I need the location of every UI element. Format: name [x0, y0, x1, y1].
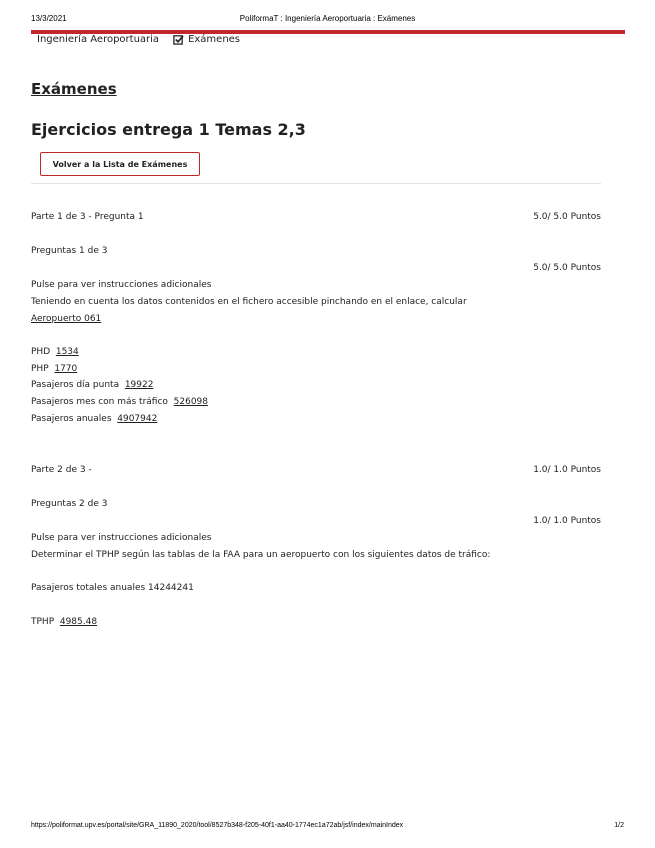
print-header — [31, 14, 624, 26]
answer-row — [31, 364, 77, 374]
print-date: 13/3/2021 — [31, 14, 67, 23]
answer-value: 1534 — [55, 347, 79, 357]
answer-value: 4985.48 — [59, 617, 98, 627]
question-2-statement: Determinar el TPHP según las tablas de la FAA para un aeropuerto con los siguientes datos de tráfico: — [31, 550, 491, 560]
question-2-points: 1.0/ 1.0 Puntos — [533, 516, 601, 526]
answer-label: PHD — [31, 347, 51, 357]
breadcrumb-tool[interactable] — [173, 34, 240, 45]
print-url: https://poliformat.upv.es/portal/site/GRA_11890_2020/tool/8527b348-f205-40f1-aa40-1774ec1a72ab/jsf/index/mainIndex — [31, 822, 404, 829]
divider — [31, 183, 601, 184]
question-2-label: Preguntas 2 de 3 — [31, 499, 108, 509]
page-title: Ejercicios entrega 1 Temas 2,3 — [31, 120, 306, 139]
question-2-data: Pasajeros totales anuales 14244241 — [31, 583, 194, 593]
part-2-points: 1.0/ 1.0 Puntos — [533, 465, 601, 475]
airport-data-link[interactable]: Aeropuerto 061 — [31, 314, 102, 324]
question-1-label: Preguntas 1 de 3 — [31, 246, 108, 256]
answer-row — [31, 347, 79, 357]
answer-label: TPHP — [31, 617, 55, 627]
answer-value: 526098 — [173, 397, 209, 407]
question-1-instructions-link[interactable]: Pulse para ver instrucciones adicionales — [31, 280, 212, 290]
print-page-number: 1/2 — [614, 822, 624, 829]
check-square-icon — [173, 34, 184, 45]
section-title[interactable]: Exámenes — [31, 80, 117, 98]
answer-value: 1770 — [54, 364, 78, 374]
part-2-header: Parte 2 de 3 - — [31, 465, 92, 475]
print-title: PoliformaT : Ingeniería Aeroportuaria : Exámenes — [239, 14, 416, 23]
answer-label: Pasajeros mes con más tráfico — [31, 397, 168, 407]
question-2-instructions-link[interactable]: Pulse para ver instrucciones adicionales — [31, 533, 212, 543]
question-1-statement: Teniendo en cuenta los datos contenidos en el fichero accesible pinchando en el enlace, calcular — [31, 297, 467, 307]
question-1-points: 5.0/ 5.0 Puntos — [533, 263, 601, 273]
answer-label: Pasajeros anuales — [31, 414, 112, 424]
back-to-exam-list-button[interactable]: Volver a la Lista de Exámenes — [40, 152, 200, 176]
answer-label: PHP — [31, 364, 49, 374]
part-1-points: 5.0/ 5.0 Puntos — [533, 212, 601, 222]
breadcrumb — [37, 34, 240, 45]
answer-row — [31, 617, 97, 627]
breadcrumb-site-label: Ingeniería Aeroportuaria — [37, 34, 160, 45]
answer-value: 19922 — [124, 380, 154, 390]
answer-row — [31, 380, 153, 390]
answer-value: 4907942 — [117, 414, 158, 424]
part-1-header: Parte 1 de 3 - Pregunta 1 — [31, 212, 144, 222]
answer-row — [31, 414, 157, 424]
breadcrumb-tool-label: Exámenes — [188, 34, 241, 45]
answer-label: Pasajeros día punta — [31, 380, 120, 390]
answer-row — [31, 397, 208, 407]
breadcrumb-site[interactable] — [37, 34, 159, 45]
